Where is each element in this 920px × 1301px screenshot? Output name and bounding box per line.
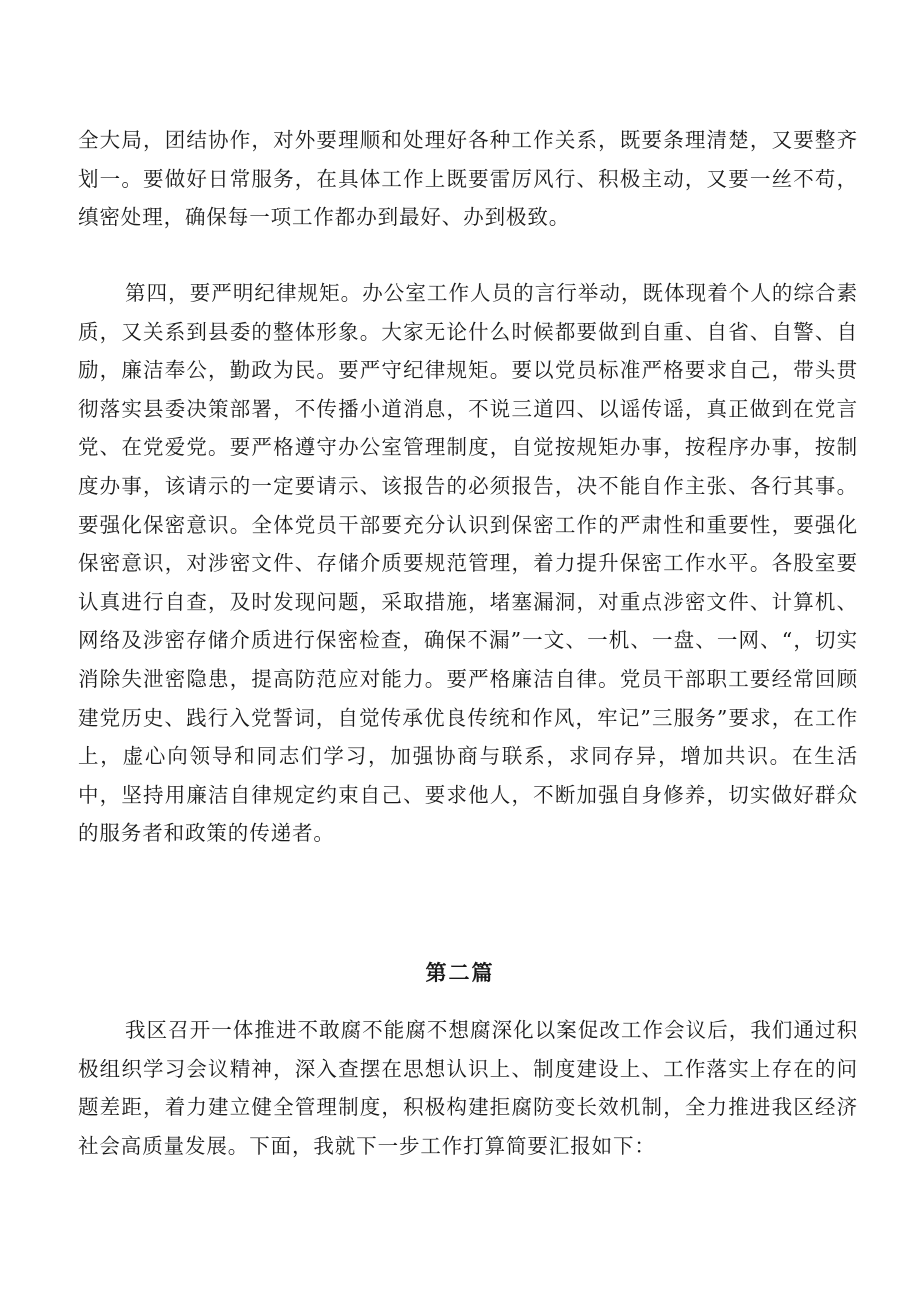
paragraph-discipline: 第四，要严明纪律规矩。办公室工作人员的言行举动，既体现着个人的综合素质，又关系到县委的整体形象。大家无论什么时候都要做到自重、自省、自警、自励，廉洁奉公，勤政为民。要严守纪律规矩。要以党员标准严格要求自己，带头贯彻落实县委决策部署，不传播小道消息，不说三道四、以谣传谣，真正做到在党言党、在党爱党。要严格遵守办公室管理制度，自觉按规矩办事，按程序办事，按制度办事，该请示的一定要请示、该报告的必须报告，决不能自作主张、各行其事。要强化保密意识。全体党员干部要充分认识到保密工作的严肃性和重要性，要强化保密意识，对涉密文件、存储介质要规范管理，着力提升保密工作水平。各股室要认真进行自查，及时发现问题，采取措施，堵塞漏洞，对重点涉密文件、计算机、网络及涉密存储介质进行保密检查，确保不漏”一文、一机、一盘、一网、“，切实消除失泄密隐患，提高防范应对能力。要严格廉洁自律。党员干部职工要经常回顾建党历史、践行入党誓词，自觉传承优良传统和作风，牢记”三服务”要求，在工作上，虚心向领导和同志们学习，加强协商与联系，求同存异，增加共识。在生活中，坚持用廉洁自律规定约束自己、要求他人，不断加强自身修养，切实做好群众的服务者和政策的传递者。 [78, 281, 858, 846]
paragraph-continuation: 全大局，团结协作，对外要理顺和处理好各种工作关系，既要条理清楚，又要整齐划一。要做好日常服务，在具体工作上既要雷厉风行、积极主动，又要一丝不苟，缜密处理，确保每一项工作都办到最好、办到极致。 [78, 128, 858, 230]
section-heading: 第二篇 [425, 960, 495, 985]
paragraph-section-intro: 我区召开一体推进不敢腐不能腐不想腐深化以案促改工作会议后，我们通过积极组织学习会议精神，深入查摆在思想认识上、制度建设上、工作落实上存在的问题差距，着力建立健全管理制度，积极构建拒腐防变长效机制，全力推进我区经济社会高质量发展。下面，我就下一步工作打算简要汇报如下： [78, 1018, 858, 1158]
